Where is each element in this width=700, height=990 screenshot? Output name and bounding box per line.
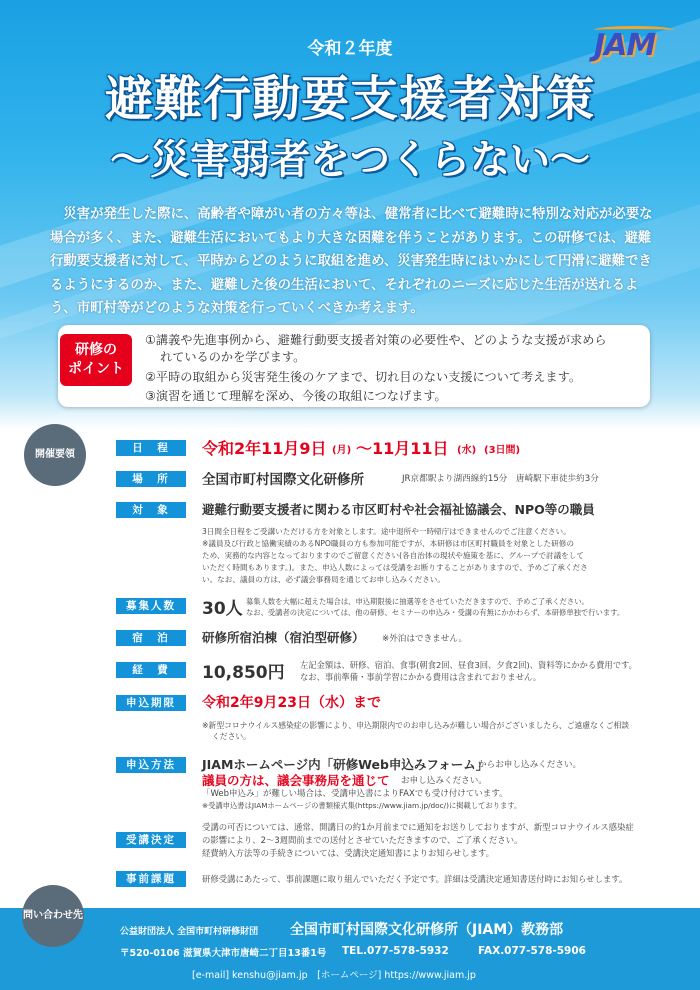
method-red-suffix: お申し込みください。 <box>401 776 487 786</box>
lodging-note: ※外泊はできません。 <box>382 634 468 644</box>
intro-paragraph: 災害が発生した際に、高齢者や障がい者の方々等は、健常者に比べて避難時に特別な対応が必要な場合が多く、また、避難生活においてもより大きな困難を伴うことがあります。この研修では、避難行動要支援者に対して、平時からどのように取組を進め、災害発生時にはいかにして円滑に避難できるようにするのか、また、避難した後の生活において、それぞれのニーズに応じた生活が送れるよう、市町村等がどのような対策を行っていくべきか考えます。 <box>50 207 653 316</box>
page-title: 避難行動要支援者対策 <box>104 71 595 127</box>
venue-value: 全国市町村国際文化研修所 <box>202 472 364 488</box>
footer-tel: TEL.077-578-5932 <box>342 945 449 957</box>
venue-label: 場 所 <box>116 471 186 487</box>
venue-access-note: JR京都駅より湖西線約15分 唐崎駅下車徒歩約3分 <box>402 474 599 484</box>
deadline-note-2: ください。 <box>212 732 251 741</box>
target-note-4: いただく時間もあります。)。また、申込人数によっては受講をお断りすることがありますので、予めご了承くださ <box>202 563 588 572</box>
target-note-3: ため、実務的な内容となっておりますのでご留意ください(各自治体の現状や施策を基に、グループで討議をして <box>202 551 584 560</box>
footer-fax: FAX.077-578-5906 <box>478 945 586 957</box>
target-note-1: 3日間全日程をご受講いただける方を対象とします。途中退所や一時帰庁はできませんのでご注意ください。 <box>202 527 571 536</box>
deadline-note-1: ※新型コロナウイルス感染症の影響により、申込期限内でのお申し込みが難しい場合がございましたら、ご遠慮なくご相談 <box>202 721 630 730</box>
point-2: ②平時の取組から災害発生後のケアまで、切れ目のない支援について考えます。 <box>145 370 582 384</box>
footer-org-large: 全国市町村国際文化研修所（JIAM）教務部 <box>290 922 564 938</box>
page-subtitle: ～災害弱者をつくらない～ <box>110 137 590 183</box>
fee-note-2: なお、事前準備・事前学習にかかる費用は含まれておりません。 <box>300 672 542 682</box>
contact-circle-badge: 問い合わせ先 <box>22 885 84 947</box>
decision-note-2: の影響により、2～3週間前までの送付とさせていただきますので、ご了承ください。 <box>202 835 523 845</box>
jiam-logo: JAM <box>594 28 656 63</box>
method-note-2: ※受講申込書はJIAMホームページの書類様式集(https://www.jiam.jp/doc/)に掲載しております。 <box>202 801 522 810</box>
target-value: 避難行動要支援者に関わる市区町村や社会福祉協議会、NPO等の職員 <box>202 502 595 517</box>
point-1: ①講義や先進事例から、避難行動要支援者対策の必要性や、どのような支援が求めら <box>145 333 607 347</box>
deadline-value: 令和2年9月23日（水）まで <box>202 695 381 711</box>
fee-note-1: 左記金額は、研修、宿泊、食事(朝食2回、昼食3回、夕食2回)、資料等にかかる費用です。 <box>300 660 637 670</box>
dates-start-weekday: (月) <box>332 445 352 456</box>
capacity-note-2: なお、受講者の決定については、他の研修、セミナーの申込み・受講の有無にかかわらず、本研修単独で行います。 <box>246 608 625 617</box>
footer-email-web-link[interactable]: [e-mail] kenshu@jiam.jp [ホームページ] https://www.jiam.jp <box>192 970 476 981</box>
fiscal-year: 令和２年度 <box>307 39 393 59</box>
method-label: 申込方法 <box>116 757 186 773</box>
method-red-text: 議員の方は、議会事務局を通じて <box>202 773 390 788</box>
method-suffix: からお申し込みください。 <box>478 760 582 770</box>
training-points-badge <box>60 334 132 386</box>
dates-end-weekday: (水) <box>457 445 477 456</box>
decision-label: 受講決定 <box>116 832 186 848</box>
badge-line2: ポイント <box>68 361 124 377</box>
decision-note-3: 経費納入方法等の手続きについては、受講決定通知書によりお知らせします。 <box>202 848 495 858</box>
target-label: 対 象 <box>116 502 186 518</box>
capacity-label: 募集人数 <box>116 598 186 614</box>
target-note-5: い。なお、議員の方は、必ず議会事務局を通じてお申し込みください。 <box>202 575 445 584</box>
schedule-circle-badge: 開催要領 <box>24 424 86 486</box>
target-note-2: ※議員及び行政と協働実績のあるNPO職員の方も参加可能ですが、本研修は市区町村職員を対象とした研修の <box>202 539 574 548</box>
badge-line1: 研修の <box>75 342 117 358</box>
assignment-label: 事前課題 <box>116 871 186 887</box>
assignment-note: 研修受講にあたって、事前課題に取り組んでいただく予定です。詳細は受講決定通知書送付時にお知らせします。 <box>202 874 628 884</box>
point-3: ③演習を通じて理解を深め、今後の取組につなげます。 <box>145 389 447 403</box>
decision-note-1: 受講の可否については、通常、開講日の約1か月前までに通知をお送りしておりますが、新型コロナウイルス感染症 <box>202 822 634 832</box>
deadline-label: 申込期限 <box>116 695 186 711</box>
footer-address: 〒520-0106 滋賀県大津市唐崎二丁目13番1号 <box>120 948 327 959</box>
method-note-1: 「Web申込み」が難しい場合は、受講申込書によりFAXでも受け付けています。 <box>202 789 508 799</box>
lodging-label: 宿 泊 <box>116 630 186 646</box>
capacity-note-1: 募集人数を大幅に超えた場合は、申込期限後に抽選等をさせていただきますので、予めご了承ください。 <box>246 597 589 606</box>
capacity-value: 30人 <box>202 599 243 619</box>
dates-label: 日 程 <box>116 440 186 456</box>
footer-org-small: 公益財団法人 全国市町村研修財団 <box>120 927 259 937</box>
fee-label: 経 費 <box>116 662 186 678</box>
fee-value: 10,850円 <box>202 663 285 683</box>
lodging-value: 研修所宿泊棟（宿泊型研修） <box>202 630 365 645</box>
dates-value-start: 令和2年11月9日 <box>202 439 327 458</box>
point-1-cont: れているのかを学びます。 <box>160 350 306 364</box>
method-value: JIAMホームページ内「研修Web申込みフォーム」 <box>202 757 489 772</box>
dates-duration: (3日間) <box>484 445 521 456</box>
dates-value-end: ～11月11日 <box>356 439 449 458</box>
